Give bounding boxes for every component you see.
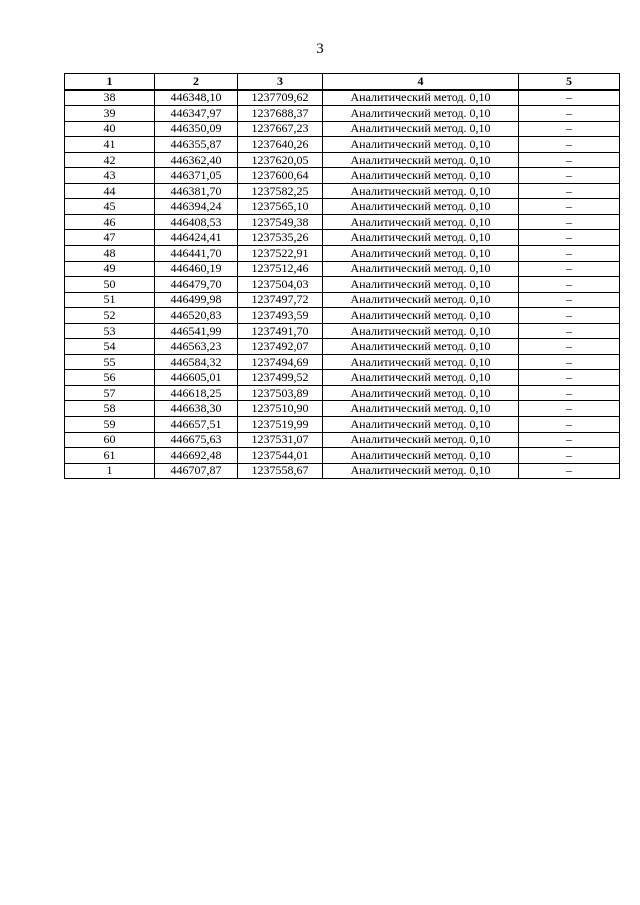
point-number-cell: 50 — [65, 277, 155, 293]
table-body — [65, 90, 620, 479]
header-row — [65, 74, 620, 90]
method-cell: Аналитический метод. 0,10 — [323, 183, 519, 199]
method-cell: Аналитический метод. 0,10 — [323, 121, 519, 137]
table-row — [65, 308, 620, 324]
note-cell: – — [519, 90, 620, 106]
method-cell: Аналитический метод. 0,10 — [323, 417, 519, 433]
method-cell: Аналитический метод. 0,10 — [323, 385, 519, 401]
x-coordinate-cell: 446460,19 — [155, 261, 238, 277]
y-coordinate-cell: 1237494,69 — [238, 354, 323, 370]
point-number-cell: 51 — [65, 292, 155, 308]
point-number-cell: 40 — [65, 121, 155, 137]
point-number-cell: 47 — [65, 230, 155, 246]
point-number-cell: 58 — [65, 401, 155, 417]
point-number-cell: 56 — [65, 370, 155, 386]
x-coordinate-cell: 446638,30 — [155, 401, 238, 417]
method-cell: Аналитический метод. 0,10 — [323, 323, 519, 339]
table-row — [65, 168, 620, 184]
point-number-cell: 55 — [65, 354, 155, 370]
y-coordinate-cell: 1237531,07 — [238, 432, 323, 448]
note-cell: – — [519, 401, 620, 417]
point-number-cell: 42 — [65, 152, 155, 168]
y-coordinate-cell: 1237544,01 — [238, 448, 323, 464]
note-cell: – — [519, 339, 620, 355]
table-row — [65, 323, 620, 339]
note-cell: – — [519, 230, 620, 246]
method-cell: Аналитический метод. 0,10 — [323, 106, 519, 122]
table-header — [65, 74, 620, 90]
point-number-cell: 61 — [65, 448, 155, 464]
table-row — [65, 106, 620, 122]
method-cell: Аналитический метод. 0,10 — [323, 246, 519, 262]
table-row — [65, 339, 620, 355]
x-coordinate-cell: 446355,87 — [155, 137, 238, 153]
column-header-4: 4 — [323, 74, 519, 90]
point-number-cell: 52 — [65, 308, 155, 324]
y-coordinate-cell: 1237499,52 — [238, 370, 323, 386]
y-coordinate-cell: 1237620,05 — [238, 152, 323, 168]
note-cell: – — [519, 292, 620, 308]
x-coordinate-cell: 446692,48 — [155, 448, 238, 464]
table-row — [65, 183, 620, 199]
x-coordinate-cell: 446605,01 — [155, 370, 238, 386]
note-cell: – — [519, 106, 620, 122]
method-cell: Аналитический метод. 0,10 — [323, 463, 519, 479]
x-coordinate-cell: 446584,32 — [155, 354, 238, 370]
note-cell: – — [519, 168, 620, 184]
method-cell: Аналитический метод. 0,10 — [323, 401, 519, 417]
point-number-cell: 57 — [65, 385, 155, 401]
table-row — [65, 448, 620, 464]
y-coordinate-cell: 1237510,90 — [238, 401, 323, 417]
y-coordinate-cell: 1237549,38 — [238, 214, 323, 230]
table-row — [65, 401, 620, 417]
x-coordinate-cell: 446618,25 — [155, 385, 238, 401]
table-row — [65, 261, 620, 277]
y-coordinate-cell: 1237600,64 — [238, 168, 323, 184]
method-cell: Аналитический метод. 0,10 — [323, 152, 519, 168]
point-number-cell: 54 — [65, 339, 155, 355]
x-coordinate-cell: 446675,63 — [155, 432, 238, 448]
y-coordinate-cell: 1237491,70 — [238, 323, 323, 339]
note-cell: – — [519, 463, 620, 479]
table-row — [65, 370, 620, 386]
note-cell: – — [519, 137, 620, 153]
method-cell: Аналитический метод. 0,10 — [323, 277, 519, 293]
point-number-cell: 41 — [65, 137, 155, 153]
method-cell: Аналитический метод. 0,10 — [323, 432, 519, 448]
x-coordinate-cell: 446348,10 — [155, 90, 238, 106]
y-coordinate-cell: 1237522,91 — [238, 246, 323, 262]
y-coordinate-cell: 1237503,89 — [238, 385, 323, 401]
column-header-5: 5 — [519, 74, 620, 90]
column-header-3: 3 — [238, 74, 323, 90]
method-cell: Аналитический метод. 0,10 — [323, 292, 519, 308]
coordinates-table — [64, 73, 620, 479]
point-number-cell: 49 — [65, 261, 155, 277]
x-coordinate-cell: 446499,98 — [155, 292, 238, 308]
note-cell: – — [519, 417, 620, 433]
note-cell: – — [519, 370, 620, 386]
note-cell: – — [519, 199, 620, 215]
x-coordinate-cell: 446408,53 — [155, 214, 238, 230]
method-cell: Аналитический метод. 0,10 — [323, 230, 519, 246]
note-cell: – — [519, 152, 620, 168]
method-cell: Аналитический метод. 0,10 — [323, 137, 519, 153]
point-number-cell: 60 — [65, 432, 155, 448]
x-coordinate-cell: 446441,70 — [155, 246, 238, 262]
x-coordinate-cell: 446350,09 — [155, 121, 238, 137]
note-cell: – — [519, 354, 620, 370]
table-row — [65, 121, 620, 137]
y-coordinate-cell: 1237582,25 — [238, 183, 323, 199]
y-coordinate-cell: 1237497,72 — [238, 292, 323, 308]
x-coordinate-cell: 446520,83 — [155, 308, 238, 324]
method-cell: Аналитический метод. 0,10 — [323, 90, 519, 106]
x-coordinate-cell: 446371,05 — [155, 168, 238, 184]
note-cell: – — [519, 448, 620, 464]
table-row — [65, 137, 620, 153]
page-number: 3 — [316, 41, 324, 57]
y-coordinate-cell: 1237519,99 — [238, 417, 323, 433]
note-cell: – — [519, 121, 620, 137]
method-cell: Аналитический метод. 0,10 — [323, 448, 519, 464]
table-row — [65, 152, 620, 168]
y-coordinate-cell: 1237709,62 — [238, 90, 323, 106]
x-coordinate-cell: 446394,24 — [155, 199, 238, 215]
table-row — [65, 292, 620, 308]
y-coordinate-cell: 1237667,23 — [238, 121, 323, 137]
note-cell: – — [519, 246, 620, 262]
point-number-cell: 48 — [65, 246, 155, 262]
y-coordinate-cell: 1237640,26 — [238, 137, 323, 153]
table-row — [65, 199, 620, 215]
y-coordinate-cell: 1237688,37 — [238, 106, 323, 122]
x-coordinate-cell: 446657,51 — [155, 417, 238, 433]
point-number-cell: 43 — [65, 168, 155, 184]
y-coordinate-cell: 1237535,26 — [238, 230, 323, 246]
x-coordinate-cell: 446362,40 — [155, 152, 238, 168]
note-cell: – — [519, 261, 620, 277]
x-coordinate-cell: 446424,41 — [155, 230, 238, 246]
note-cell: – — [519, 432, 620, 448]
table-row — [65, 246, 620, 262]
x-coordinate-cell: 446563,23 — [155, 339, 238, 355]
y-coordinate-cell: 1237565,10 — [238, 199, 323, 215]
x-coordinate-cell: 446541,99 — [155, 323, 238, 339]
table-row — [65, 463, 620, 479]
y-coordinate-cell: 1237558,67 — [238, 463, 323, 479]
x-coordinate-cell: 446381,70 — [155, 183, 238, 199]
table-row — [65, 417, 620, 433]
table-row — [65, 90, 620, 106]
x-coordinate-cell: 446479,70 — [155, 277, 238, 293]
point-number-cell: 44 — [65, 183, 155, 199]
point-number-cell: 38 — [65, 90, 155, 106]
point-number-cell: 39 — [65, 106, 155, 122]
method-cell: Аналитический метод. 0,10 — [323, 199, 519, 215]
note-cell: – — [519, 214, 620, 230]
note-cell: – — [519, 308, 620, 324]
y-coordinate-cell: 1237504,03 — [238, 277, 323, 293]
method-cell: Аналитический метод. 0,10 — [323, 168, 519, 184]
point-number-cell: 45 — [65, 199, 155, 215]
x-coordinate-cell: 446707,87 — [155, 463, 238, 479]
y-coordinate-cell: 1237493,59 — [238, 308, 323, 324]
point-number-cell: 1 — [65, 463, 155, 479]
point-number-cell: 59 — [65, 417, 155, 433]
y-coordinate-cell: 1237512,46 — [238, 261, 323, 277]
note-cell: – — [519, 183, 620, 199]
column-header-2: 2 — [155, 74, 238, 90]
point-number-cell: 53 — [65, 323, 155, 339]
method-cell: Аналитический метод. 0,10 — [323, 370, 519, 386]
method-cell: Аналитический метод. 0,10 — [323, 354, 519, 370]
method-cell: Аналитический метод. 0,10 — [323, 308, 519, 324]
point-number-cell: 46 — [65, 214, 155, 230]
note-cell: – — [519, 323, 620, 339]
table-row — [65, 214, 620, 230]
table-row — [65, 432, 620, 448]
y-coordinate-cell: 1237492,07 — [238, 339, 323, 355]
table-row — [65, 354, 620, 370]
method-cell: Аналитический метод. 0,10 — [323, 214, 519, 230]
table-row — [65, 385, 620, 401]
note-cell: – — [519, 385, 620, 401]
method-cell: Аналитический метод. 0,10 — [323, 261, 519, 277]
table-row — [65, 230, 620, 246]
table-row — [65, 277, 620, 293]
note-cell: – — [519, 277, 620, 293]
method-cell: Аналитический метод. 0,10 — [323, 339, 519, 355]
column-header-1: 1 — [65, 74, 155, 90]
x-coordinate-cell: 446347,97 — [155, 106, 238, 122]
